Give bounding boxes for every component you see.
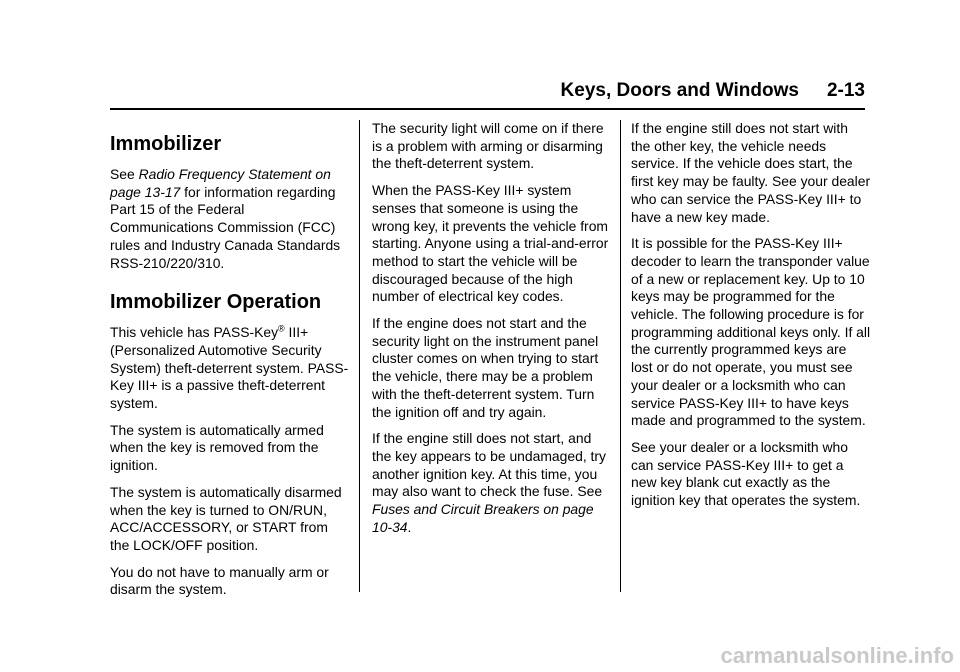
page-number: 2-13 bbox=[826, 80, 865, 101]
page-header bbox=[110, 80, 865, 108]
paragraph bbox=[372, 430, 610, 536]
paragraph: The security light will come on if there is a problem with arming or disarming the theft-deterrent system. bbox=[372, 120, 604, 172]
cross-reference-link[interactable]: Fuses and Circuit Breakers on page 10-34 bbox=[372, 501, 594, 535]
paragraph bbox=[110, 166, 350, 272]
text: See bbox=[110, 166, 139, 182]
column-divider bbox=[359, 120, 360, 592]
text: III+ (Personalized Automotive Security System) theft-deterrent system. PASS-Key III+ is a passive theft-deterrent system. bbox=[110, 324, 349, 412]
cross-reference-link[interactable]: Radio Frequency Statement on page 13-17 bbox=[110, 166, 331, 200]
paragraph: The system is automatically disarmed when the key is turned to ON/RUN, ACC/ACCESSORY, or START from the LOCK/OFF position. bbox=[110, 483, 342, 553]
paragraph: It is possible for the PASS-Key III+ decoder to learn the transponder value of a new or replacement key. Up to 10 keys may be programmed for the vehicle. The following procedure is for programming additional keys only. If all the currently programmed keys are lost or do not operate, you must see your dealer or a locksmith who can service PASS-Key III+ to have keys made and programmed to the system. bbox=[631, 235, 871, 429]
text: If the engine still does not start, and the key appears to be undamaged, try another ignition key. At this time, you may also want to check the fuse. See bbox=[372, 430, 606, 500]
text: This vehicle has PASS-Key bbox=[110, 324, 279, 341]
column-divider bbox=[620, 120, 621, 592]
heading-immobilizer: Immobilizer bbox=[110, 133, 222, 155]
registered-mark: ® bbox=[278, 323, 285, 334]
header-rule bbox=[110, 108, 865, 110]
paragraph: The system is automatically armed when the key is removed from the ignition. bbox=[110, 421, 324, 474]
column-2 bbox=[372, 120, 610, 545]
paragraph: When the PASS-Key III+ system senses that someone is using the wrong key, it prevents the vehicle from starting. Anyone using a trial-and-error method to start the vehicle will be discouraged because of the high number of electrical key codes. bbox=[372, 182, 609, 305]
column-1 bbox=[110, 120, 350, 608]
paragraph: If the engine still does not start with the other key, the vehicle needs service. If the vehicle does start, the first key may be faulty. See your dealer who can service the PASS-Key III+ to have a new key made. bbox=[631, 120, 871, 225]
text: for information regarding Part 15 of the Federal Communications Commission (FCC) rules and Industry Canada Standards RSS-210/220/310. bbox=[110, 183, 341, 271]
watermark: carmanualsonline.info bbox=[720, 643, 954, 668]
heading-immobilizer-operation: Immobilizer Operation bbox=[110, 291, 322, 314]
text: . bbox=[407, 518, 412, 535]
paragraph: See your dealer or a locksmith who can service PASS-Key III+ to get a new key blank cut exactly as the ignition key that operates the system. bbox=[631, 438, 861, 509]
paragraph bbox=[110, 324, 350, 413]
section-title: Keys, Doors and Windows bbox=[560, 80, 799, 101]
paragraph: You do not have to manually arm or disarm the system. bbox=[110, 563, 329, 598]
column-3 bbox=[631, 120, 871, 519]
paragraph: If the engine does not start and the security light on the instrument panel cluster comes on when trying to start the vehicle, there may be a problem with the theft-deterrent system. Turn the ignition off and try again. bbox=[372, 315, 599, 420]
